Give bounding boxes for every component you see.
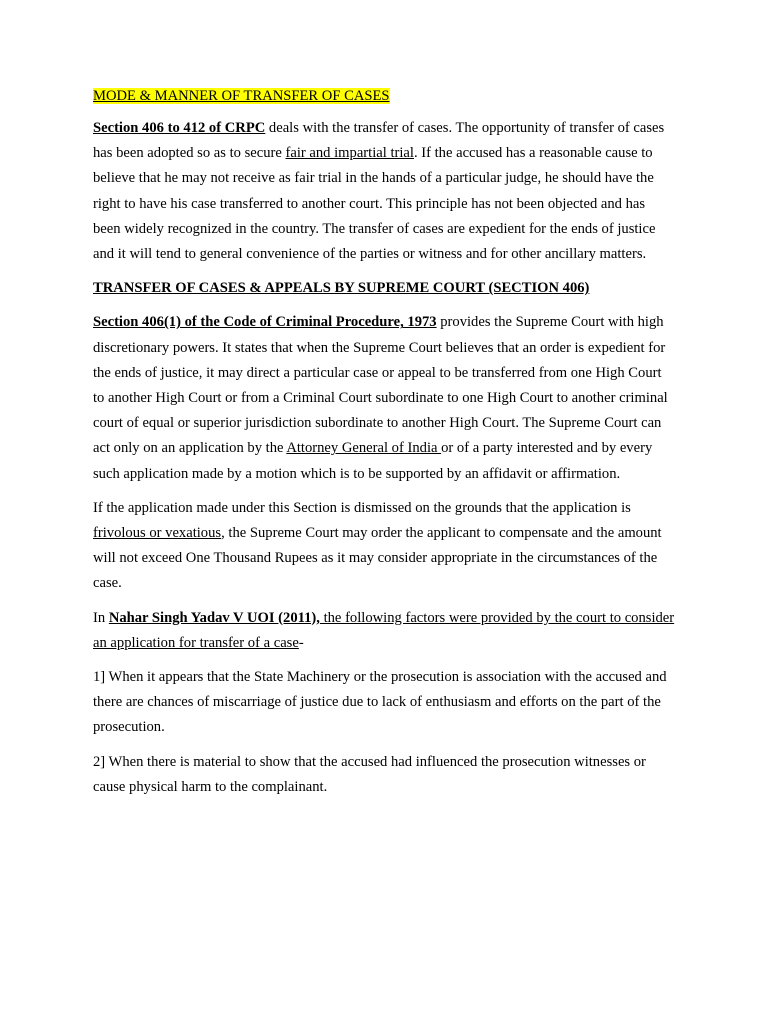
paragraph-text: or of a party interested and by every such application made by a motion which is to be supported by an affidavit or affirmation. [93,440,653,482]
case-name-bold: Nahar Singh Yadav V UOI (2011), [108,609,320,626]
document-page [93,85,676,809]
highlighted-title-text: MODE & MANNER OF TRANSFER OF CASES [93,88,390,104]
list-item-1: 1] When it appears that the State Machinery or the prosecution is association with the accused and there are chances of miscarriage of justice due to lack of enthusiasm and efforts on the part of the prosecution. [93,669,667,736]
underlined-phrase-frivolous: frivolous or vexatious [93,525,222,542]
section-heading: TRANSFER OF CASES & APPEALS BY SUPREME COURT (SECTION 406) [93,280,590,297]
paragraph-case-reference [93,606,676,656]
paragraph-text: . If the accused has a reasonable cause to believe that he may not receive as fair trial in the hands of a particular judge, he should have the right to have his case transferred to another court. This principle has not been objected and has been widely recognized in the country. The transfer of cases are expedient for the ends of justice and it will tend to general convenience of the parties or witness and for other ancillary matters. [93,145,656,263]
underlined-phrase-fair-trial: fair and impartial trial [285,145,414,162]
paragraph-text: If the application made under this Section is dismissed on the grounds that the application is [93,499,631,516]
section-reference-bold: Section 406(1) of the Code of Criminal Procedure, 1973 [93,314,437,331]
paragraph-text: , the Supreme Court may order the applicant to compensate and the amount will not exceed One Thousand Rupees as it may consider appropriate in the circumstances of the case. [93,525,662,592]
underlined-case-text: the following factors were provided by the court to consider an application for transfer of a case [93,609,675,651]
paragraph-section-406 [93,310,676,486]
paragraph-intro [93,116,676,267]
underlined-phrase-attorney-general: Attorney General of India [286,440,442,457]
paragraph-dismissal [93,496,676,597]
paragraph-text: - [298,634,304,651]
section-reference-bold: Section 406 to 412 of CRPC [93,120,266,136]
document-title [93,85,676,107]
paragraph-text: provides the Supreme Court with high discretionary powers. It states that when the Supreme Court believes that an order is expedient for the ends of justice, it may direct a particular case or appeal to be transferred from one High Court to another High Court or from a Criminal Court subordinate to one High Court to another criminal court of equal or superior jurisdiction subordinate to another High Court. The Supreme Court can act only on an application by the [93,314,668,457]
paragraph-text: In [93,609,109,626]
paragraph-text: deals with the transfer of cases. The opportunity of transfer of cases has been adopted so as to secure [93,120,665,162]
list-item-2: 2] When there is material to show that the accused had influenced the prosecution witnesses or cause physical harm to the complainant. [93,753,646,795]
